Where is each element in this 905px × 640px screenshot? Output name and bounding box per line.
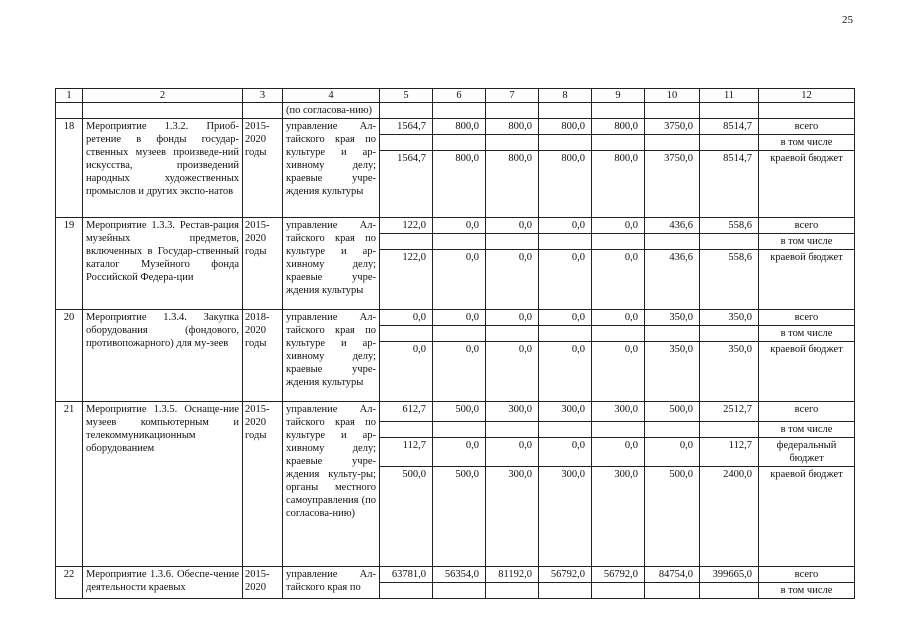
activity-executor: управление Ал-тайского края по культуре и ар-хивному делу; краевые учре-ждения культуры: [283, 310, 380, 402]
financing-value: 1564,7: [380, 119, 433, 135]
financing-value: 0,0: [486, 342, 539, 402]
row-number: 19: [56, 218, 83, 310]
cell-empty: [56, 103, 83, 119]
financing-value: 0,0: [433, 218, 486, 234]
financing-value: 0,0: [380, 310, 433, 326]
financing-value: 558,6: [700, 250, 759, 310]
financing-value: 350,0: [700, 342, 759, 402]
financing-value: 0,0: [645, 438, 700, 467]
financing-source: всего: [759, 402, 855, 422]
financing-value: 0,0: [539, 342, 592, 402]
financing-value: [645, 326, 700, 342]
financing-value: 0,0: [539, 218, 592, 234]
financing-value: 63781,0: [380, 567, 433, 583]
financing-value: [539, 326, 592, 342]
financing-value: 800,0: [433, 151, 486, 218]
activity-period: 2015-2020: [243, 567, 283, 599]
activity-period: 2015-2020 годы: [243, 218, 283, 310]
financing-value: [592, 135, 645, 151]
column-number: 2: [83, 89, 243, 103]
financing-value: 500,0: [645, 467, 700, 567]
financing-value: 800,0: [539, 119, 592, 135]
activity-executor: управление Ал-тайского края по: [283, 567, 380, 599]
financing-value: [486, 326, 539, 342]
financing-value: 122,0: [380, 218, 433, 234]
financing-value: 300,0: [486, 467, 539, 567]
financing-value: 0,0: [486, 438, 539, 467]
financing-value: 0,0: [486, 310, 539, 326]
column-number: 1: [56, 89, 83, 103]
financing-value: 300,0: [592, 402, 645, 422]
financing-value: 300,0: [486, 402, 539, 422]
financing-source: в том числе: [759, 135, 855, 151]
financing-value: 122,0: [380, 250, 433, 310]
financing-value: 800,0: [486, 119, 539, 135]
financing-value: 0,0: [592, 438, 645, 467]
financing-value: 558,6: [700, 218, 759, 234]
column-number: 10: [645, 89, 700, 103]
financing-value: [380, 326, 433, 342]
financing-value: 0,0: [380, 342, 433, 402]
financing-value: [486, 234, 539, 250]
financing-value: [700, 583, 759, 599]
cell-empty: [645, 103, 700, 119]
financing-value: 500,0: [433, 467, 486, 567]
activity-row: [56, 567, 855, 583]
financing-value: 612,7: [380, 402, 433, 422]
financing-value: 112,7: [700, 438, 759, 467]
activity-row: [56, 402, 855, 422]
cell-empty: [700, 103, 759, 119]
column-number: 5: [380, 89, 433, 103]
financing-value: 8514,7: [700, 151, 759, 218]
financing-value: [592, 583, 645, 599]
financing-value: [380, 234, 433, 250]
financing-value: [486, 422, 539, 438]
financing-value: 2512,7: [700, 402, 759, 422]
column-number: 7: [486, 89, 539, 103]
cell-empty: [539, 103, 592, 119]
financing-value: [645, 422, 700, 438]
financing-value: 800,0: [486, 151, 539, 218]
financing-value: 56792,0: [539, 567, 592, 583]
financing-value: [700, 326, 759, 342]
financing-value: 436,6: [645, 250, 700, 310]
financing-source: краевой бюджет: [759, 467, 855, 567]
financing-value: [645, 234, 700, 250]
financing-value: 0,0: [539, 438, 592, 467]
activity-period: 2018-2020 годы: [243, 310, 283, 402]
activity-row: [56, 310, 855, 326]
financing-value: [645, 135, 700, 151]
financing-value: 300,0: [539, 402, 592, 422]
financing-value: 0,0: [433, 310, 486, 326]
financing-value: 399665,0: [700, 567, 759, 583]
financing-value: 350,0: [645, 310, 700, 326]
financing-source: в том числе: [759, 234, 855, 250]
financing-value: [539, 422, 592, 438]
financing-value: [380, 422, 433, 438]
financing-source: всего: [759, 567, 855, 583]
continuation-row: [56, 103, 855, 119]
column-number: 6: [433, 89, 486, 103]
activity-title: Мероприятие 1.3.4. Закупка оборудования (фондового, противопожарного) для му-зеев: [83, 310, 243, 402]
financing-value: [700, 135, 759, 151]
activity-title: Мероприятие 1.3.6. Обеспе-чение деятельности краевых: [83, 567, 243, 599]
column-number: 11: [700, 89, 759, 103]
cell-empty: [83, 103, 243, 119]
financing-value: 0,0: [592, 218, 645, 234]
financing-source: федеральный бюджет: [759, 438, 855, 467]
column-number: 4: [283, 89, 380, 103]
financing-value: [433, 135, 486, 151]
financing-value: 3750,0: [645, 119, 700, 135]
financing-value: [592, 234, 645, 250]
column-number: 12: [759, 89, 855, 103]
financing-value: 436,6: [645, 218, 700, 234]
column-number: 8: [539, 89, 592, 103]
activity-period: 2015-2020 годы: [243, 402, 283, 567]
financing-source: в том числе: [759, 422, 855, 438]
financing-value: 1564,7: [380, 151, 433, 218]
financing-value: [645, 583, 700, 599]
financing-value: 800,0: [433, 119, 486, 135]
financing-value: [433, 234, 486, 250]
financing-value: 800,0: [539, 151, 592, 218]
activity-title: Мероприятие 1.3.3. Рестав-рация музейных предметов, включенных в Государ-ственный каталог Музейного фонда Российской Федера-ции: [83, 218, 243, 310]
financing-value: 800,0: [592, 151, 645, 218]
activity-executor: управление Ал-тайского края по культуре и ар-хивному делу; краевые учре-ждения культуры: [283, 119, 380, 218]
financing-value: 8514,7: [700, 119, 759, 135]
financing-value: 500,0: [645, 402, 700, 422]
page-number: 25: [842, 14, 853, 26]
financing-value: 500,0: [433, 402, 486, 422]
activity-title: Мероприятие 1.3.5. Оснаще-ние музеев компьютерным и телекоммуникационным оборудованием: [83, 402, 243, 567]
financing-source: в том числе: [759, 326, 855, 342]
financing-value: [433, 583, 486, 599]
financing-value: 0,0: [592, 310, 645, 326]
financing-value: 350,0: [700, 310, 759, 326]
cell-empty: [486, 103, 539, 119]
financing-value: [380, 135, 433, 151]
financing-source: краевой бюджет: [759, 342, 855, 402]
financing-source: всего: [759, 218, 855, 234]
row-number: 20: [56, 310, 83, 402]
financing-value: 84754,0: [645, 567, 700, 583]
financing-value: [539, 135, 592, 151]
financing-value: [592, 422, 645, 438]
financing-value: 56354,0: [433, 567, 486, 583]
column-number: 3: [243, 89, 283, 103]
financing-value: 0,0: [433, 250, 486, 310]
financing-source: всего: [759, 119, 855, 135]
financing-value: [433, 422, 486, 438]
financing-value: [700, 234, 759, 250]
financing-value: 350,0: [645, 342, 700, 402]
activity-period: 2015-2020 годы: [243, 119, 283, 218]
column-number-row: [56, 89, 855, 103]
cell-empty: [433, 103, 486, 119]
activity-title: Мероприятие 1.3.2. Приоб-ретение в фонды государ-ственных музеев произведе-ний искусства, произведений народных художественных промыслов и других экспо-натов: [83, 119, 243, 218]
financing-value: [700, 422, 759, 438]
financing-value: 500,0: [380, 467, 433, 567]
financing-value: [486, 583, 539, 599]
financing-source: краевой бюджет: [759, 250, 855, 310]
financing-value: 56792,0: [592, 567, 645, 583]
financing-value: 0,0: [592, 250, 645, 310]
financing-value: 0,0: [592, 342, 645, 402]
financing-value: 300,0: [592, 467, 645, 567]
activity-row: [56, 218, 855, 234]
financing-value: 0,0: [539, 310, 592, 326]
financing-value: [592, 326, 645, 342]
executor-continuation: (по согласова-нию): [283, 103, 380, 119]
activity-executor: управление Ал-тайского края по культуре и ар-хивному делу; краевые учре-ждения культуры: [283, 218, 380, 310]
cell-empty: [759, 103, 855, 119]
row-number: 22: [56, 567, 83, 599]
financing-value: 2400,0: [700, 467, 759, 567]
financing-source: в том числе: [759, 583, 855, 599]
row-number: 21: [56, 402, 83, 567]
cell-empty: [380, 103, 433, 119]
financing-value: 300,0: [539, 467, 592, 567]
financing-value: 0,0: [433, 342, 486, 402]
financing-source: краевой бюджет: [759, 151, 855, 218]
financing-value: 0,0: [539, 250, 592, 310]
financing-value: [433, 326, 486, 342]
financing-value: 112,7: [380, 438, 433, 467]
program-activities-table: [55, 88, 855, 599]
financing-value: 81192,0: [486, 567, 539, 583]
financing-value: [539, 583, 592, 599]
activity-executor: управление Ал-тайского края по культуре и ар-хивному делу; краевые учре-ждения культу-ры; органы местного самоуправления (по согласова-нию): [283, 402, 380, 567]
financing-value: [539, 234, 592, 250]
cell-empty: [243, 103, 283, 119]
row-number: 18: [56, 119, 83, 218]
financing-value: 0,0: [486, 218, 539, 234]
financing-value: [380, 583, 433, 599]
financing-value: 0,0: [433, 438, 486, 467]
financing-value: 3750,0: [645, 151, 700, 218]
financing-value: 800,0: [592, 119, 645, 135]
cell-empty: [592, 103, 645, 119]
column-number: 9: [592, 89, 645, 103]
financing-value: [486, 135, 539, 151]
financing-source: всего: [759, 310, 855, 326]
financing-value: 0,0: [486, 250, 539, 310]
activity-row: [56, 119, 855, 135]
